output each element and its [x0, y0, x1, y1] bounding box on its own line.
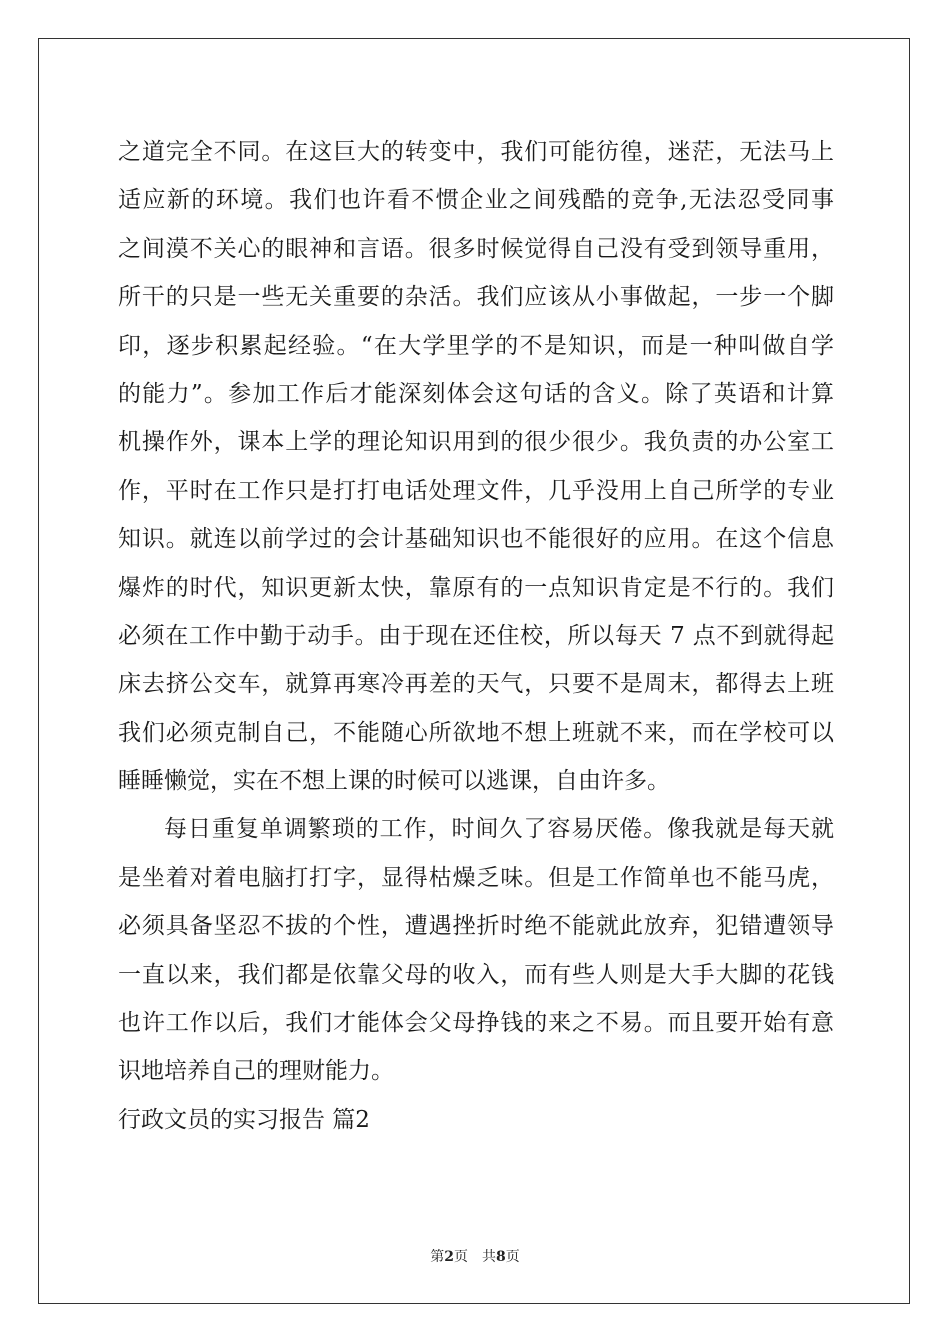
text-line: 之间漠不关心的眼神和言语。很多时候觉得自己没有受到领导重用，: [118, 235, 834, 262]
text-line: 的能力”。参加工作后才能深刻体会这句话的含义。除了英语和计算: [118, 380, 834, 407]
section-heading: 行政文员的实习报告 篇2: [118, 1106, 370, 1133]
footer-suffix: 页: [505, 1249, 520, 1265]
text-line: 每日重复单调繁琐的工作，时间久了容易厌倦。像我就是每天就: [164, 816, 834, 843]
footer-prefix: 第: [430, 1249, 445, 1265]
text-line: 床去挤公交车，就算再寒冷再差的天气，只要不是周末，都得去上班: [118, 671, 834, 698]
current-page-number: 2: [444, 1249, 454, 1265]
document-body: [118, 128, 834, 1144]
text-line: 睡睡懒觉，实在不想上课的时候可以逃课，自由许多。: [118, 768, 670, 795]
text-line: 也许工作以后，我们才能体会父母挣钱的来之不易。而且要开始有意: [118, 1010, 834, 1037]
text-line: 必须在工作中勤于动手。由于现在还住校，所以每天 7 点不到就得起: [118, 622, 834, 649]
text-line: 爆炸的时代，知识更新太快，靠原有的一点知识肯定是不行的。我们: [118, 574, 834, 601]
text-line: 作，平时在工作只是打打电话处理文件，几乎没用上自己所学的专业: [118, 477, 834, 504]
text-line: 所干的只是一些无关重要的杂活。我们应该从小事做起，一步一个脚: [118, 284, 834, 311]
paragraph-1: [118, 128, 834, 805]
text-line: 知识。就连以前学过的会计基础知识也不能很好的应用。在这个信息: [118, 526, 834, 553]
text-line: 必须具备坚忍不拔的个性，遭遇挫折时绝不能就此放弃，犯错遭领导: [118, 913, 834, 940]
footer-middle: 页 共: [454, 1249, 496, 1265]
text-line: 一直以来，我们都是依靠父母的收入，而有些人则是大手大脚的花钱: [118, 961, 834, 988]
text-line: 印，逐步积累起经验。“在大学里学的不是知识，而是一种叫做自学: [118, 332, 834, 359]
text-line: 机操作外，课本上学的理论知识用到的很少很少。我负责的办公室工: [118, 429, 834, 456]
total-page-number: 8: [496, 1249, 506, 1265]
page-footer: [0, 1246, 950, 1266]
text-line: 识地培养自己的理财能力。: [118, 1058, 394, 1085]
text-line: 我们必须克制自己，不能随心所欲地不想上班就不来，而在学校可以: [118, 719, 834, 746]
paragraph-2: [118, 805, 834, 1095]
text-line: 适应新的环境。我们也许看不惯企业之间残酷的竞争,无法忍受同事: [118, 187, 834, 214]
text-line: 之道完全不同。在这巨大的转变中，我们可能彷徨，迷茫，无法马上: [118, 139, 834, 165]
text-line: 是坐着对着电脑打打字，显得枯燥乏味。但是工作简单也不能马虎，: [118, 864, 834, 891]
